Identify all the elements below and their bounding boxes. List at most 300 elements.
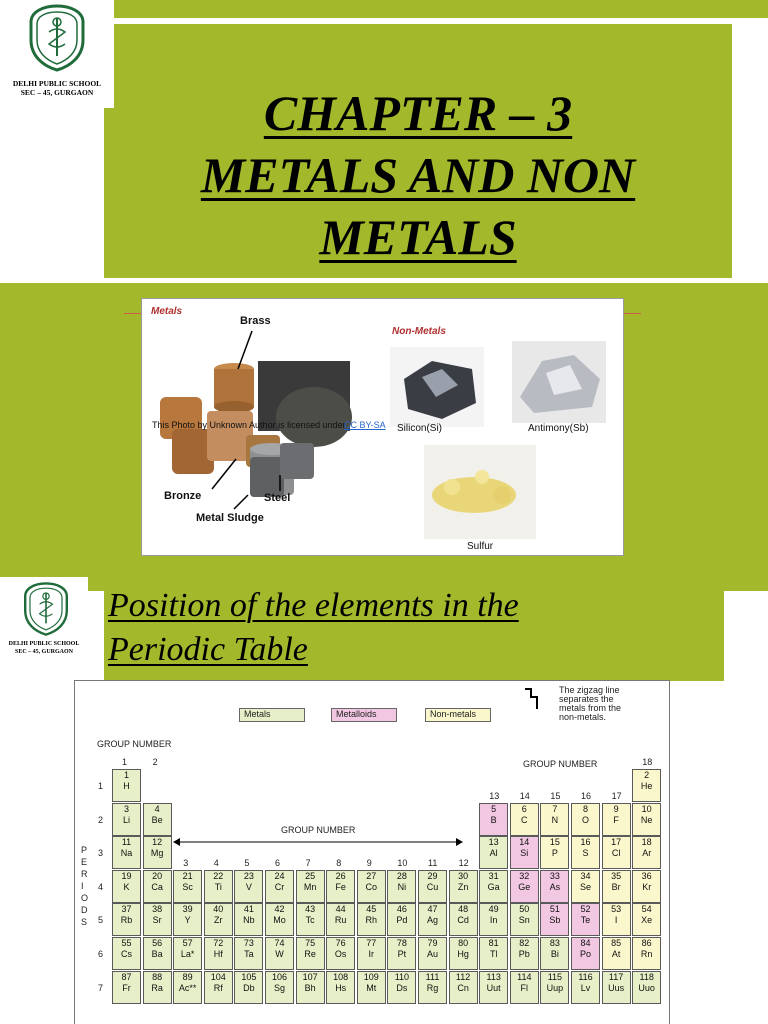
element-symbol: Mn	[303, 881, 317, 892]
element-symbol: Sc	[182, 881, 193, 892]
element-cell	[326, 971, 355, 1004]
element-symbol: Rh	[365, 915, 378, 926]
element-cell	[510, 971, 539, 1004]
group-label-6: 6	[275, 857, 281, 868]
decor-line-right	[623, 313, 641, 314]
element-number: 35	[611, 870, 622, 881]
legend-nonmetals	[425, 708, 491, 722]
element-number: 72	[213, 938, 224, 948]
element-symbol: Cn	[457, 982, 469, 993]
group-label-15: 15	[550, 790, 561, 801]
element-symbol: Fe	[335, 881, 346, 892]
element-symbol: Pt	[397, 949, 407, 959]
element-cell	[449, 903, 478, 936]
element-symbol: Co	[365, 881, 378, 892]
school-name: DELHI PUBLIC SCHOOL	[8, 641, 80, 647]
element-cell	[418, 971, 447, 1004]
element-symbol: Zn	[457, 881, 469, 892]
element-cell	[357, 971, 386, 1004]
legend-metals	[239, 708, 305, 722]
element-symbol: W	[275, 949, 284, 959]
school-crest-icon	[22, 581, 70, 637]
school-sector: SEC – 45, GURGAON	[14, 649, 73, 655]
element-symbol: Hs	[335, 982, 347, 993]
element-number: 51	[549, 904, 560, 915]
antimony-label: Antimony(Sb)	[528, 423, 589, 434]
element-symbol: Hf	[213, 949, 223, 959]
element-cell	[602, 903, 631, 936]
element-number: 16	[580, 837, 591, 848]
element-symbol: Lv	[580, 982, 591, 993]
element-symbol: Li	[122, 814, 130, 825]
element-cell	[602, 836, 631, 869]
element-cell	[571, 971, 600, 1004]
element-symbol: Bi	[550, 949, 559, 959]
element-number: 34	[580, 870, 591, 881]
element-cell	[602, 803, 631, 836]
element-cell	[449, 971, 478, 1004]
sulfur-label: Sulfur	[467, 541, 494, 552]
element-symbol: Ba	[151, 949, 163, 959]
element-symbol: Ag	[426, 915, 438, 926]
element-symbol: Rg	[426, 982, 439, 993]
element-symbol: Uus	[608, 982, 625, 993]
element-cell	[449, 870, 478, 903]
period-label-5: 5	[98, 915, 104, 926]
element-symbol: Mo	[273, 915, 286, 926]
element-symbol: Cd	[457, 915, 469, 926]
element-number: 86	[641, 938, 652, 948]
element-cell	[112, 937, 141, 970]
element-number: 106	[271, 971, 288, 982]
element-symbol: Ti	[214, 881, 222, 892]
element-cell	[173, 870, 202, 903]
element-number: 43	[305, 904, 316, 915]
element-number: 42	[274, 904, 285, 915]
element-number: 50	[519, 904, 530, 915]
element-symbol: Uuo	[638, 982, 655, 993]
element-number: 112	[455, 971, 471, 982]
element-cell	[510, 870, 539, 903]
element-cell	[540, 903, 569, 936]
element-symbol: Re	[304, 949, 316, 959]
element-number: 6	[521, 803, 527, 814]
brass-label: Brass	[240, 315, 271, 327]
legend-nonmetals-label: Non-metals	[430, 709, 477, 719]
element-cell	[265, 870, 294, 903]
element-number: 116	[578, 971, 593, 982]
period-label-3: 3	[98, 848, 104, 859]
element-symbol: Ge	[518, 881, 531, 892]
element-number: 23	[243, 870, 254, 881]
periods-letter: D	[81, 905, 88, 915]
element-number: 28	[396, 870, 407, 881]
element-number: 49	[488, 904, 499, 915]
element-cell	[143, 803, 172, 836]
element-cell	[143, 836, 172, 869]
element-number: 29	[427, 870, 438, 881]
element-symbol: Cu	[426, 881, 439, 892]
element-cell	[234, 903, 263, 936]
element-cell	[204, 937, 233, 970]
element-symbol: Ne	[640, 814, 653, 825]
element-cell	[326, 937, 355, 970]
element-symbol: Zr	[214, 915, 223, 926]
element-symbol: N	[551, 814, 559, 825]
element-symbol: Po	[579, 949, 591, 959]
zigzag-icon	[523, 687, 541, 711]
element-number: 15	[549, 837, 560, 848]
element-symbol: S	[582, 848, 589, 859]
period-label-7: 7	[98, 982, 104, 993]
element-symbol: Nb	[243, 915, 255, 926]
element-symbol: Al	[489, 848, 498, 859]
element-number: 80	[458, 938, 469, 948]
element-number: 52	[580, 904, 591, 915]
element-symbol: In	[489, 915, 498, 926]
element-symbol: Te	[580, 915, 591, 926]
slide-title-line1: Position of the elements in the	[108, 587, 519, 624]
element-number: 1	[123, 770, 129, 780]
element-symbol: Tl	[489, 949, 498, 959]
element-cell	[632, 769, 661, 802]
periods-letter: P	[81, 845, 88, 855]
chapter-title-line1: CHAPTER – 3	[263, 85, 573, 141]
element-symbol: C	[521, 814, 528, 825]
decor-line-left	[124, 313, 142, 314]
element-cell	[204, 870, 233, 903]
element-cell	[479, 971, 508, 1004]
group-span-arrow	[173, 837, 463, 847]
element-symbol: Ds	[396, 982, 408, 993]
element-number: 44	[335, 904, 346, 915]
element-number: 17	[611, 837, 622, 848]
element-cell	[632, 803, 661, 836]
element-cell	[357, 937, 386, 970]
element-number: 9	[613, 803, 619, 814]
element-cell	[296, 971, 325, 1004]
element-cell	[632, 870, 661, 903]
element-number: 77	[366, 938, 377, 948]
element-number: 107	[302, 971, 318, 982]
element-cell	[571, 903, 600, 936]
element-symbol: Mg	[150, 848, 164, 859]
element-number: 113	[486, 971, 501, 982]
element-symbol: Ar	[642, 848, 652, 859]
element-number: 73	[243, 938, 254, 948]
element-symbol: Rb	[120, 915, 133, 926]
element-number: 24	[274, 870, 285, 881]
element-symbol: I	[614, 915, 618, 926]
element-cell	[540, 937, 569, 970]
group-label-13: 13	[489, 790, 500, 801]
periods-letter: E	[81, 857, 88, 867]
element-cell	[112, 903, 141, 936]
element-number: 74	[274, 938, 285, 948]
element-symbol: Uut	[486, 982, 501, 993]
photo-credit: This Photo by Unknown Author is licensed under	[152, 420, 346, 430]
element-number: 117	[608, 971, 624, 982]
element-number: 108	[333, 971, 349, 982]
element-number: 37	[121, 904, 132, 915]
period-label-4: 4	[98, 881, 104, 892]
element-number: 57	[182, 938, 193, 948]
group-label-2: 2	[152, 757, 158, 767]
metals-nonmetals-photo	[141, 298, 624, 556]
element-number: 12	[152, 837, 163, 848]
element-cell	[265, 971, 294, 1004]
element-cell	[296, 870, 325, 903]
zigzag-note-1: The zigzag line	[559, 685, 620, 695]
element-number: 21	[182, 870, 193, 881]
element-cell	[540, 836, 569, 869]
element-number: 56	[152, 938, 163, 948]
element-symbol: Au	[426, 949, 438, 959]
element-number: 89	[182, 971, 193, 982]
element-cell	[602, 937, 631, 970]
element-number: 39	[182, 904, 193, 915]
element-number: 26	[335, 870, 346, 881]
element-cell	[112, 803, 141, 836]
zigzag-note-3: metals from the	[559, 703, 622, 713]
group-label-3: 3	[183, 857, 189, 868]
element-symbol: Ir	[368, 949, 375, 959]
periods-letter: S	[81, 917, 88, 927]
element-symbol: Rf	[213, 982, 223, 993]
element-number: 109	[363, 971, 379, 982]
group-label-7: 7	[305, 857, 311, 868]
element-symbol: P	[551, 848, 558, 859]
element-number: 2	[644, 770, 650, 780]
element-cell	[357, 903, 386, 936]
element-symbol: V	[245, 881, 252, 892]
element-symbol: Hg	[457, 949, 469, 959]
group-label-18: 18	[642, 757, 653, 767]
element-number: 20	[152, 870, 163, 881]
element-symbol: B	[490, 814, 497, 825]
element-number: 3	[123, 803, 129, 814]
element-cell	[387, 937, 416, 970]
element-number: 31	[488, 870, 499, 881]
element-number: 19	[121, 870, 132, 881]
element-number: 5	[491, 803, 497, 814]
element-number: 114	[517, 971, 532, 982]
element-cell	[418, 870, 447, 903]
element-symbol: Fr	[122, 982, 131, 993]
element-symbol: Ru	[334, 915, 347, 926]
school-crest-icon	[27, 4, 87, 72]
element-symbol: H	[123, 781, 130, 791]
element-symbol: Db	[243, 982, 255, 993]
element-cell	[540, 870, 569, 903]
element-number: 36	[641, 870, 652, 881]
element-cell	[510, 903, 539, 936]
element-symbol: Si	[520, 848, 529, 859]
element-cell	[296, 903, 325, 936]
element-number: 33	[549, 870, 560, 881]
element-number: 27	[366, 870, 377, 881]
element-number: 46	[396, 904, 407, 915]
element-symbol: Sn	[518, 915, 530, 926]
element-number: 22	[213, 870, 224, 881]
element-cell	[204, 971, 233, 1004]
element-cell	[418, 937, 447, 970]
element-symbol: Os	[334, 949, 347, 959]
element-number: 118	[639, 971, 654, 982]
photo-license-link[interactable]: CC BY-SA	[344, 420, 386, 430]
group-label-11: 11	[428, 857, 438, 868]
element-symbol: Br	[611, 881, 621, 892]
element-cell	[510, 937, 539, 970]
element-symbol: At	[611, 949, 621, 959]
element-number: 78	[396, 938, 407, 948]
slide-periodic-table	[0, 573, 768, 1024]
element-cell	[540, 971, 569, 1004]
element-cell	[112, 971, 141, 1004]
element-cell	[387, 971, 416, 1004]
element-cell	[510, 803, 539, 836]
element-number: 84	[580, 938, 591, 948]
element-symbol: Xe	[641, 915, 653, 926]
element-symbol: As	[549, 881, 561, 892]
element-symbol: Kr	[642, 881, 652, 892]
element-cell	[571, 870, 600, 903]
element-symbol: Bh	[304, 982, 316, 993]
element-cell	[173, 937, 202, 970]
element-symbol: Sb	[549, 915, 561, 926]
element-number: 105	[241, 971, 257, 982]
element-number: 111	[425, 971, 440, 982]
element-cell	[326, 903, 355, 936]
element-cell	[602, 971, 631, 1004]
zigzag-note-4: non-metals.	[559, 712, 607, 722]
nonmetals-heading: Non-Metals	[392, 326, 446, 337]
element-cell	[479, 803, 508, 836]
slide-title-line2: Periodic Table	[108, 631, 308, 668]
group-label-17: 17	[611, 790, 622, 801]
element-symbol: Y	[184, 915, 191, 926]
element-cell	[479, 836, 508, 869]
element-number: 13	[488, 837, 499, 848]
element-cell	[143, 903, 172, 936]
element-symbol: O	[581, 814, 589, 825]
element-symbol: Uup	[546, 982, 564, 993]
element-cell	[234, 937, 263, 970]
element-symbol: La*	[180, 949, 195, 959]
element-number: 115	[547, 971, 563, 982]
group-label-16: 16	[581, 790, 592, 801]
element-cell	[112, 769, 141, 802]
element-number: 48	[458, 904, 469, 915]
element-symbol: F	[613, 814, 619, 825]
element-symbol: Ca	[151, 881, 163, 892]
group-number-label-left: GROUP NUMBER	[97, 739, 172, 749]
element-number: 110	[394, 971, 410, 982]
element-cell	[632, 937, 661, 970]
element-cell	[204, 903, 233, 936]
element-cell	[387, 903, 416, 936]
steel-label: Steel	[264, 492, 291, 504]
element-symbol: Cr	[274, 881, 285, 892]
element-number: 11	[121, 837, 132, 848]
group-label-4: 4	[213, 857, 219, 868]
element-cell	[632, 836, 661, 869]
periods-letter: I	[81, 881, 84, 891]
element-number: 104	[210, 971, 226, 982]
element-cell	[234, 870, 263, 903]
element-cell	[173, 971, 202, 1004]
element-cell	[571, 836, 600, 869]
element-number: 41	[243, 904, 254, 915]
element-cell	[265, 903, 294, 936]
school-logo	[0, 577, 88, 672]
element-cell	[112, 836, 141, 869]
element-symbol: Cl	[611, 848, 621, 859]
element-cell	[540, 803, 569, 836]
bronze-label: Bronze	[164, 490, 202, 502]
period-label-2: 2	[98, 814, 104, 825]
element-symbol: K	[123, 881, 130, 892]
element-cell	[632, 903, 661, 936]
group-label-10: 10	[397, 857, 408, 868]
group-label-5: 5	[244, 857, 250, 868]
element-symbol: Pb	[518, 949, 530, 959]
element-cell	[510, 836, 539, 869]
element-symbol: Sg	[273, 982, 285, 993]
element-cell	[326, 870, 355, 903]
group-label-8: 8	[336, 857, 342, 868]
element-cell	[173, 903, 202, 936]
element-cell	[479, 903, 508, 936]
legend-metals-label: Metals	[244, 709, 271, 719]
periods-letter: O	[81, 893, 89, 903]
period-label-6: 6	[98, 949, 104, 959]
chapter-title-line3: METALS	[319, 209, 517, 265]
school-name: DELHI PUBLIC SCHOOL	[12, 79, 102, 88]
metal-sludge-label: Metal Sludge	[196, 512, 264, 524]
period-label-1: 1	[98, 781, 104, 791]
element-number: 14	[519, 837, 530, 848]
element-number: 88	[152, 971, 163, 982]
element-number: 25	[305, 870, 316, 881]
element-symbol: Ni	[397, 881, 407, 892]
element-cell	[112, 870, 141, 903]
element-symbol: Sr	[152, 915, 162, 926]
school-logo	[0, 0, 114, 108]
element-cell	[143, 870, 172, 903]
element-symbol: He	[640, 781, 653, 791]
element-number: 40	[213, 904, 224, 915]
element-cell	[571, 937, 600, 970]
group-label-1: 1	[122, 757, 128, 767]
element-number: 10	[641, 803, 652, 814]
element-symbol: Be	[151, 814, 163, 825]
element-number: 18	[641, 837, 652, 848]
element-symbol: Mt	[366, 982, 377, 993]
element-symbol: Tc	[305, 915, 315, 926]
element-number: 45	[366, 904, 377, 915]
periods-letter: R	[81, 869, 88, 879]
element-number: 38	[152, 904, 163, 915]
element-number: 32	[519, 870, 530, 881]
element-number: 4	[154, 803, 160, 814]
element-cell	[602, 870, 631, 903]
element-cell	[143, 937, 172, 970]
element-symbol: Cs	[121, 949, 132, 959]
element-symbol: Se	[579, 881, 591, 892]
group-label-14: 14	[519, 790, 530, 801]
element-cell	[479, 870, 508, 903]
